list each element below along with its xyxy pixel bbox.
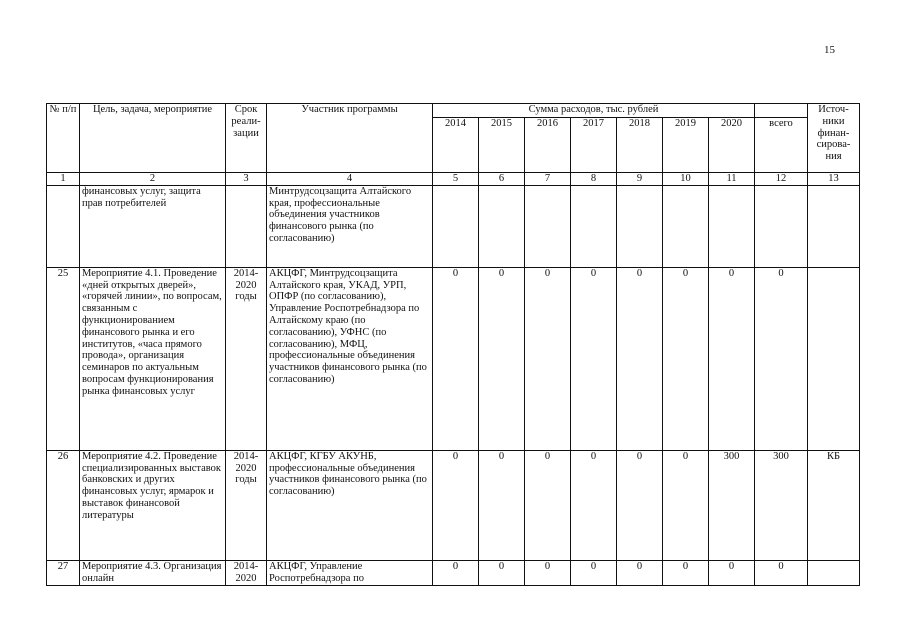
- row-num: 27: [47, 560, 80, 585]
- column-number: 9: [617, 173, 663, 186]
- table-row: [47, 450, 860, 560]
- column-number: 4: [267, 173, 433, 186]
- table-row: [47, 560, 860, 585]
- row-total: 0: [755, 267, 808, 450]
- column-number: 13: [808, 173, 860, 186]
- row-participant: АКЦФГ, КГБУ АКУНБ, профессиональные объединения участников финансового рынка (по согласованию): [267, 450, 433, 560]
- column-number: 3: [226, 173, 267, 186]
- header-amount: Сумма расходов, тыс. рублей: [433, 104, 755, 118]
- row-value: 0: [433, 560, 479, 585]
- row-participant: Минтрудсоцзащита Алтайского края, профессиональные объединения участников финансового рынка (по согласованию): [267, 185, 433, 267]
- column-number: 1: [47, 173, 80, 186]
- row-value: [663, 185, 709, 267]
- row-participant: АКЦФГ, Минтрудсоцзащита Алтайского края, УКАД, УРП, ОПФР (по согласованию), Управление Роспотребнадзора по Алтайскому краю (по согласованию), УФНС (по согласованию), МФЦ, профессиональные объединения участников финансового рынка (по согласованию): [267, 267, 433, 450]
- row-source: [808, 560, 860, 585]
- column-number: 5: [433, 173, 479, 186]
- row-value: 0: [571, 560, 617, 585]
- row-value: 0: [525, 267, 571, 450]
- row-participant: АКЦФГ, Управление Роспотребнадзора по: [267, 560, 433, 585]
- column-number: 6: [479, 173, 525, 186]
- row-num: 26: [47, 450, 80, 560]
- row-value: 0: [663, 450, 709, 560]
- header-term: Срок реали- зации: [226, 104, 267, 173]
- header-goal: Цель, задача, мероприятие: [80, 104, 226, 173]
- row-goal: Мероприятие 4.1. Проведение «дней открытых дверей», «горячей линии», по вопросам, связанным с функционированием финансового рынка и его институтов, «часа прямого провода», организация семинаров по актуальным вопросам функционирования рынка финансовых услуг: [80, 267, 226, 450]
- header-year: 2017: [571, 118, 617, 173]
- header-num: № п/п: [47, 104, 80, 173]
- row-num: [47, 185, 80, 267]
- row-total: 0: [755, 560, 808, 585]
- row-value: 0: [571, 267, 617, 450]
- row-value: 0: [617, 560, 663, 585]
- page-number: 15: [824, 44, 835, 56]
- column-number: 11: [709, 173, 755, 186]
- header-year: 2016: [525, 118, 571, 173]
- row-value: [525, 185, 571, 267]
- row-value: 0: [433, 267, 479, 450]
- row-value: 0: [663, 267, 709, 450]
- row-value: 0: [479, 450, 525, 560]
- row-goal: Мероприятие 4.3. Организация онлайн: [80, 560, 226, 585]
- row-goal: Мероприятие 4.2. Проведение специализированных выставок банковских и других финансовых услуг, ярмарок и выставок финансовой литературы: [80, 450, 226, 560]
- row-value: 0: [617, 267, 663, 450]
- column-number: 2: [80, 173, 226, 186]
- expenditure-table: [46, 103, 860, 586]
- row-value: 0: [571, 450, 617, 560]
- header-year: 2015: [479, 118, 525, 173]
- row-value: 300: [709, 450, 755, 560]
- table-row: [47, 185, 860, 267]
- row-source: [808, 267, 860, 450]
- row-value: 0: [479, 267, 525, 450]
- row-value: [709, 185, 755, 267]
- row-value: 0: [525, 450, 571, 560]
- header-year: 2020: [709, 118, 755, 173]
- column-number: 7: [525, 173, 571, 186]
- column-number: 8: [571, 173, 617, 186]
- row-num: 25: [47, 267, 80, 450]
- row-value: 0: [709, 560, 755, 585]
- row-value: 0: [617, 450, 663, 560]
- row-term: [226, 185, 267, 267]
- header-year: 2018: [617, 118, 663, 173]
- column-number: 10: [663, 173, 709, 186]
- row-value: 0: [525, 560, 571, 585]
- row-source: КБ: [808, 450, 860, 560]
- row-source: [808, 185, 860, 267]
- table-row: [47, 267, 860, 450]
- header-year: 2019: [663, 118, 709, 173]
- row-value: 0: [709, 267, 755, 450]
- header-participant: Участник программы: [267, 104, 433, 173]
- header-source: Источ- ники финан- сирова- ния: [808, 104, 860, 173]
- row-value: [571, 185, 617, 267]
- row-total: 300: [755, 450, 808, 560]
- row-term: 2014- 2020 годы: [226, 267, 267, 450]
- header-amount-blank: [755, 104, 808, 118]
- column-number: 12: [755, 173, 808, 186]
- row-term: 2014- 2020 годы: [226, 450, 267, 560]
- row-value: 0: [433, 450, 479, 560]
- row-value: [617, 185, 663, 267]
- header-total: всего: [755, 118, 808, 173]
- row-total: [755, 185, 808, 267]
- row-value: 0: [479, 560, 525, 585]
- row-term: 2014- 2020: [226, 560, 267, 585]
- header-year: 2014: [433, 118, 479, 173]
- row-value: [433, 185, 479, 267]
- row-goal: финансовых услуг, защита прав потребителей: [80, 185, 226, 267]
- row-value: [479, 185, 525, 267]
- row-value: 0: [663, 560, 709, 585]
- column-numbers-row: [47, 173, 860, 186]
